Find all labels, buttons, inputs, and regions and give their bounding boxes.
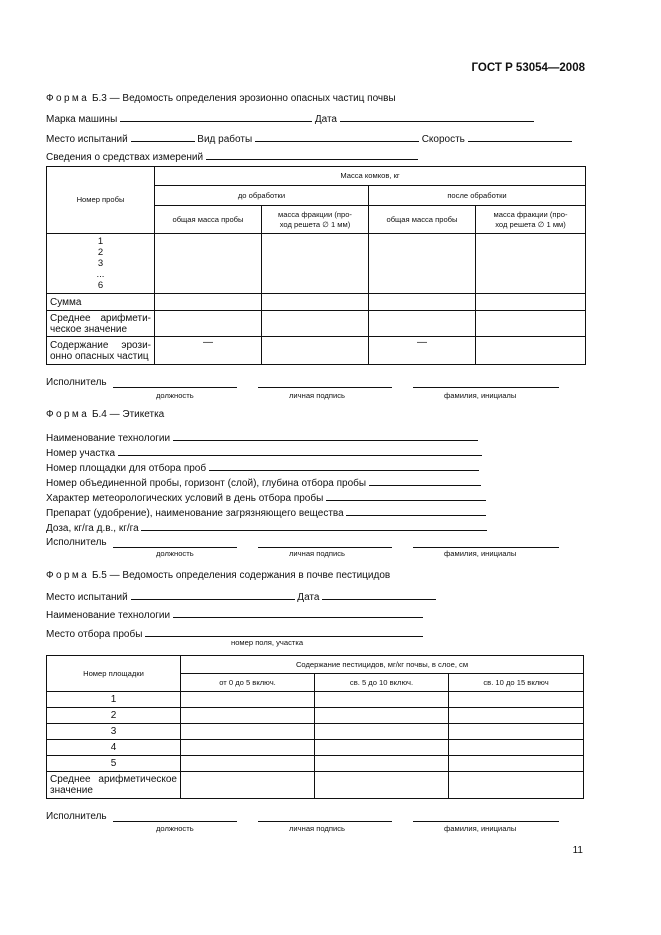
place-field[interactable] [131, 132, 195, 142]
work-field[interactable] [255, 132, 419, 142]
signature-field[interactable] [258, 538, 392, 548]
field-input[interactable] [173, 431, 478, 441]
sampling-caption: номер поля, участка [231, 638, 304, 647]
form-word: Форма [46, 409, 90, 420]
b5-executor-line [46, 811, 107, 822]
field-label: Наименование технологии [46, 433, 171, 444]
site-number: 2 [47, 708, 181, 724]
machine-label: Марка машины [46, 114, 118, 125]
date-field[interactable] [340, 112, 534, 122]
form-b5-title [46, 570, 390, 581]
row-sum-label: Сумма [47, 294, 155, 311]
data-cell[interactable] [155, 311, 262, 337]
data-cell[interactable] [369, 234, 476, 294]
field-input[interactable] [118, 446, 482, 456]
after-header: после обработки [369, 186, 586, 206]
row-mean-line2: ческое значение [50, 323, 128, 335]
data-cell[interactable] [449, 772, 584, 799]
field-label: Номер площадки для отбора проб [46, 463, 207, 474]
fraction-mass-line2: ход решета ∅ 1 мм) [495, 219, 566, 229]
form-b4-title [46, 409, 164, 420]
caption-position: должность [156, 391, 194, 400]
fraction-mass-header [476, 206, 586, 234]
row-mean-line2: значение [50, 785, 93, 796]
page-number: 11 [572, 845, 583, 856]
sample-number: ... [96, 269, 105, 280]
caption-name: фамилия, инициалы [444, 549, 517, 558]
b4-field-row [46, 506, 486, 519]
caption-name: фамилия, инициалы [444, 824, 517, 833]
row-content-label [47, 337, 155, 365]
b5-place-line [46, 590, 436, 603]
form-b5-table [46, 655, 584, 799]
field-input[interactable] [141, 521, 487, 531]
layer-0-5-header: от 0 до 5 включ. [181, 674, 315, 692]
form-word: Форма [46, 93, 90, 104]
fraction-mass-line1: масса фракции (про- [493, 209, 568, 219]
position-field[interactable] [113, 538, 237, 548]
data-cell[interactable] [315, 756, 449, 772]
field-input[interactable] [369, 476, 481, 486]
field-input[interactable] [346, 506, 486, 516]
form-b3-table [46, 166, 586, 365]
data-cell[interactable] [262, 294, 369, 311]
data-cell[interactable] [181, 740, 315, 756]
caption-signature: личная подпись [289, 391, 345, 400]
content-header: Содержание пестицидов, мг/кг почвы, в слое, см [181, 656, 584, 674]
col-site-header: Номер площадки [47, 656, 181, 692]
data-cell[interactable] [315, 772, 449, 799]
data-cell[interactable] [449, 740, 584, 756]
sample-number: 1 [97, 236, 104, 247]
row-mean-line1: Среднее арифмети- [50, 312, 151, 324]
data-cell[interactable] [181, 772, 315, 799]
signature-field[interactable] [258, 378, 392, 388]
site-number: 4 [47, 740, 181, 756]
data-cell[interactable] [315, 692, 449, 708]
b4-field-row [46, 431, 478, 444]
place-line [46, 132, 572, 145]
row-content-line1: Содержание эрози- [50, 339, 151, 351]
speed-label: Скорость [421, 134, 465, 145]
date-field[interactable] [322, 590, 436, 600]
date-label: Дата [297, 592, 320, 603]
executor-label: Исполнитель [46, 537, 107, 548]
before-header: до обработки [155, 186, 369, 206]
layer-5-10-header: св. 5 до 10 включ. [315, 674, 449, 692]
data-cell[interactable] [181, 708, 315, 724]
data-cell[interactable] [449, 756, 584, 772]
total-mass-header: общая масса пробы [155, 206, 262, 234]
caption-position: должность [156, 824, 194, 833]
field-label: Препарат (удобрение), наименование загрязняющего вещества [46, 508, 344, 519]
b3-executor-line [46, 377, 107, 388]
form-title-text: Б.4 — Этикетка [91, 409, 165, 420]
signature-field[interactable] [258, 812, 392, 822]
caption-signature: личная подпись [289, 549, 345, 558]
field-input[interactable] [326, 491, 486, 501]
form-title-text: Б.5 — Ведомость определения содержания в почве пестицидов [91, 570, 391, 581]
tech-label: Наименование технологии [46, 610, 171, 621]
form-word: Форма [46, 570, 90, 581]
data-cell[interactable] [181, 692, 315, 708]
instruments-field[interactable] [206, 150, 418, 160]
data-cell[interactable] [476, 311, 586, 337]
data-cell[interactable] [315, 724, 449, 740]
col-sample-header: Номер пробы [47, 167, 155, 234]
tech-field[interactable] [173, 608, 423, 618]
field-label: Номер участка [46, 448, 116, 459]
sampling-label: Место отбора пробы [46, 629, 143, 640]
data-cell[interactable] [476, 337, 586, 365]
work-label: Вид работы [197, 134, 253, 145]
field-label: Номер объединенной пробы, горизонт (слой), глубина отбора пробы [46, 478, 367, 489]
data-cell[interactable] [155, 234, 262, 294]
machine-line [46, 112, 534, 125]
data-cell[interactable] [155, 294, 262, 311]
site-number: 5 [47, 756, 181, 772]
total-mass-header: общая масса пробы [369, 206, 476, 234]
standard-number: ГОСТ Р 53054—2008 [471, 62, 585, 74]
data-cell[interactable] [476, 294, 586, 311]
sample-numbers [47, 234, 155, 294]
row-content-line2: онно опасных частиц [50, 350, 149, 362]
data-cell[interactable] [449, 708, 584, 724]
b4-field-row [46, 521, 487, 534]
data-cell[interactable] [315, 708, 449, 724]
name-field[interactable] [413, 538, 559, 548]
layer-10-15-header: св. 10 до 15 включ [449, 674, 584, 692]
speed-field[interactable] [468, 132, 572, 142]
data-cell[interactable] [262, 234, 369, 294]
date-label: Дата [314, 114, 337, 125]
sample-number: 6 [97, 280, 104, 291]
name-field[interactable] [413, 378, 559, 388]
data-cell[interactable] [476, 234, 586, 294]
site-number: 3 [47, 724, 181, 740]
b5-tech-line [46, 608, 423, 621]
fraction-mass-line1: масса фракции (про- [278, 209, 352, 219]
b4-field-row [46, 476, 481, 489]
position-field[interactable] [113, 378, 237, 388]
dash-cell: — [369, 337, 476, 365]
data-cell[interactable] [315, 740, 449, 756]
mass-header: Масса комков, кг [155, 167, 586, 186]
row-mean-label [47, 772, 181, 799]
data-cell[interactable] [369, 311, 476, 337]
dash-cell: — [155, 337, 262, 365]
b4-executor-line [46, 537, 107, 548]
data-cell[interactable] [449, 724, 584, 740]
position-field[interactable] [113, 812, 237, 822]
instruments-line [46, 150, 418, 163]
caption-name: фамилия, инициалы [444, 391, 517, 400]
field-input[interactable] [209, 461, 479, 471]
b4-field-row [46, 446, 482, 459]
field-label: Характер метеорологических условий в день отбора пробы [46, 493, 324, 504]
sampling-field[interactable] [145, 627, 423, 637]
data-cell[interactable] [181, 756, 315, 772]
field-label: Доза, кг/га д.в., кг/га [46, 523, 139, 534]
caption-position: должность [156, 549, 194, 558]
b4-field-row [46, 461, 479, 474]
instruments-label: Сведения о средствах измерений [46, 152, 204, 163]
row-mean-label [47, 311, 155, 337]
fraction-mass-header [262, 206, 369, 234]
executor-label: Исполнитель [46, 811, 107, 822]
sample-number: 3 [97, 258, 104, 269]
executor-label: Исполнитель [46, 377, 107, 388]
data-cell[interactable] [369, 294, 476, 311]
machine-field[interactable] [120, 112, 312, 122]
place-label: Место испытаний [46, 134, 128, 145]
name-field[interactable] [413, 812, 559, 822]
data-cell[interactable] [449, 692, 584, 708]
fraction-mass-line2: ход решета ∅ 1 мм) [279, 219, 351, 229]
data-cell[interactable] [262, 311, 369, 337]
place-field[interactable] [131, 590, 295, 600]
b4-field-row [46, 491, 486, 504]
site-number: 1 [47, 692, 181, 708]
sample-number: 2 [97, 247, 104, 258]
form-title-text: Б.3 — Ведомость определения эрозионно опасных частиц почвы [91, 93, 396, 104]
data-cell[interactable] [262, 337, 369, 365]
row-mean-line1: Среднее арифметическое [50, 774, 177, 785]
caption-signature: личная подпись [289, 824, 345, 833]
data-cell[interactable] [181, 724, 315, 740]
form-b3-title [46, 93, 396, 104]
place-label: Место испытаний [46, 592, 128, 603]
